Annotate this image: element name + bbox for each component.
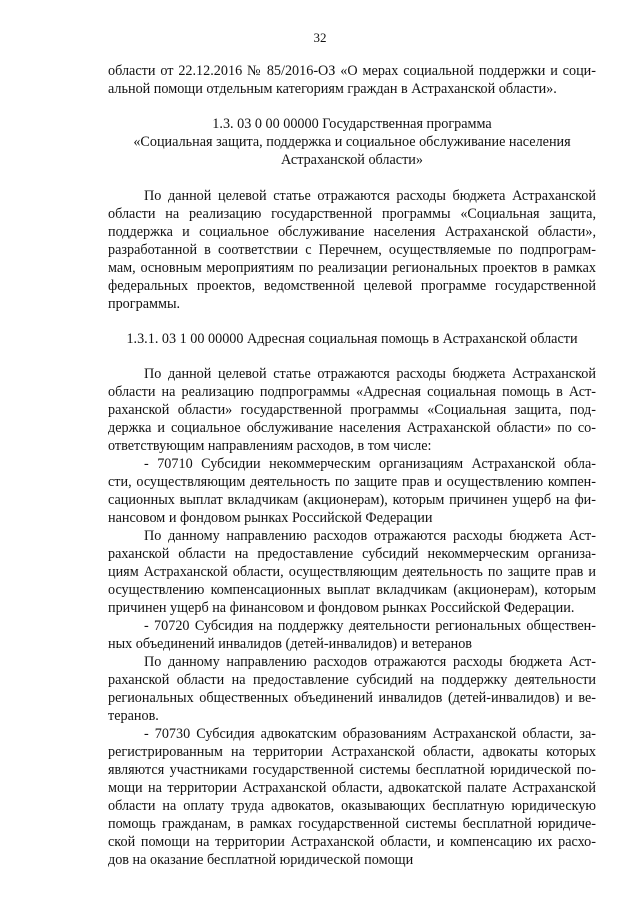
text-line: По данному направлению расходов отражаются расходы бюджета Аст-	[144, 654, 596, 670]
text-line: причинен ущерб на финансовом и фондовом рынках Российской Федерации.	[108, 600, 575, 616]
text-line: ных объединений инвалидов (детей-инвалидов) и ветеранов	[108, 636, 472, 652]
paragraph-subprogram	[108, 365, 596, 869]
text-line: - 70710 Субсидии некоммерческим организациям Астраханской обла-	[144, 456, 596, 472]
paragraph-program	[108, 187, 596, 313]
page-number: 32	[313, 30, 327, 45]
text-line: разработанной в соответствии с Перечнем, осуществляемые по подпрограм-	[108, 242, 596, 258]
heading-line: 1.3. 03 0 00 00000 Государственная программа	[212, 116, 492, 132]
text-line: являются участниками государственной системы бесплатной юридической по-	[108, 762, 596, 778]
text-line: альной помощи отдельным категориям граждан в Астраханской области».	[108, 81, 557, 97]
text-line: регистрированным на территории Астраханской области, адвокаты которых	[108, 744, 596, 760]
text-line: мощи на территории Астраханской области, адвокатской палате Астраханской	[108, 780, 596, 796]
text-line: ответствующим направлениям расходов, в том числе:	[108, 438, 432, 454]
text-line: области от 22.12.2016 № 85/2016-ОЗ «О мерах социальной поддержки и соци-	[108, 63, 596, 79]
subsection-heading	[108, 330, 596, 348]
page-content	[108, 62, 596, 869]
text-line: области на реализацию государственной программы «Социальная защита,	[108, 206, 596, 222]
text-line: раханской области на предоставление субсидий на поддержку деятельности	[108, 672, 596, 688]
text-line: осуществлению компенсационных выплат вкладчикам (акционерам), которым	[108, 582, 596, 598]
text-line: циям Астраханской области, осуществляющим деятельность по защите прав и	[108, 564, 596, 580]
text-line: - 70730 Субсидия адвокатским образованиям Астраханской области, за-	[144, 726, 596, 742]
text-line: мам, основным мероприятиям по реализации региональных проектов в рамках	[108, 260, 596, 276]
heading-line: Астраханской области»	[281, 152, 423, 168]
text-line: программы.	[108, 296, 181, 312]
subheading-line: 1.3.1. 03 1 00 00000 Адресная социальная помощь в Астраханской области	[126, 331, 578, 347]
text-line: помощь гражданам, в рамках государственной системы бесплатной юридиче-	[108, 816, 596, 832]
text-line: - 70720 Субсидия на поддержку деятельности региональных обществен-	[144, 618, 596, 634]
text-line: По данному направлению расходов отражаются расходы бюджета Аст-	[144, 528, 596, 544]
text-line: нансовом и фондовом рынках Российской Федерации	[108, 510, 433, 526]
intro-paragraph	[108, 62, 596, 98]
text-line: дов на оказание бесплатной юридической помощи	[108, 852, 414, 868]
text-line: раханской области на предоставление субсидий некоммерческим организа-	[108, 546, 596, 562]
text-line: По данной целевой статье отражаются расходы бюджета Астраханской	[144, 366, 596, 382]
text-line: области на реализацию подпрограммы «Адресная социальная помощь в Аст-	[108, 384, 596, 400]
text-line: региональных общественных объединений инвалидов (детей-инвалидов) и ве-	[108, 690, 596, 706]
text-line: сти, осуществляющим деятельность по защите прав и осуществлению компен-	[108, 474, 596, 490]
text-line: теранов.	[108, 708, 159, 724]
text-line: раханской области» государственной программы «Социальная защита, под-	[108, 402, 596, 418]
text-line: держка и социальное обслуживание населения Астраханской области» по со-	[108, 420, 596, 436]
section-heading	[108, 115, 596, 169]
text-line: федеральных проектов, ведомственной целевой программе государственной	[108, 278, 596, 294]
text-line: поддержка и социальное обслуживание населения Астраханской области»,	[108, 224, 596, 240]
text-line: сационных выплат вкладчикам (акционерам), которым причинен ущерб на фи-	[108, 492, 596, 508]
text-line: ской помощи на территории Астраханской области, и компенсацию их расхо-	[108, 834, 596, 850]
heading-line: «Социальная защита, поддержка и социальное обслуживание населения	[133, 134, 571, 150]
text-line: По данной целевой статье отражаются расходы бюджета Астраханской	[144, 188, 596, 204]
text-line: области на оплату труда адвокатов, оказывающих бесплатную юридическую	[108, 798, 596, 814]
